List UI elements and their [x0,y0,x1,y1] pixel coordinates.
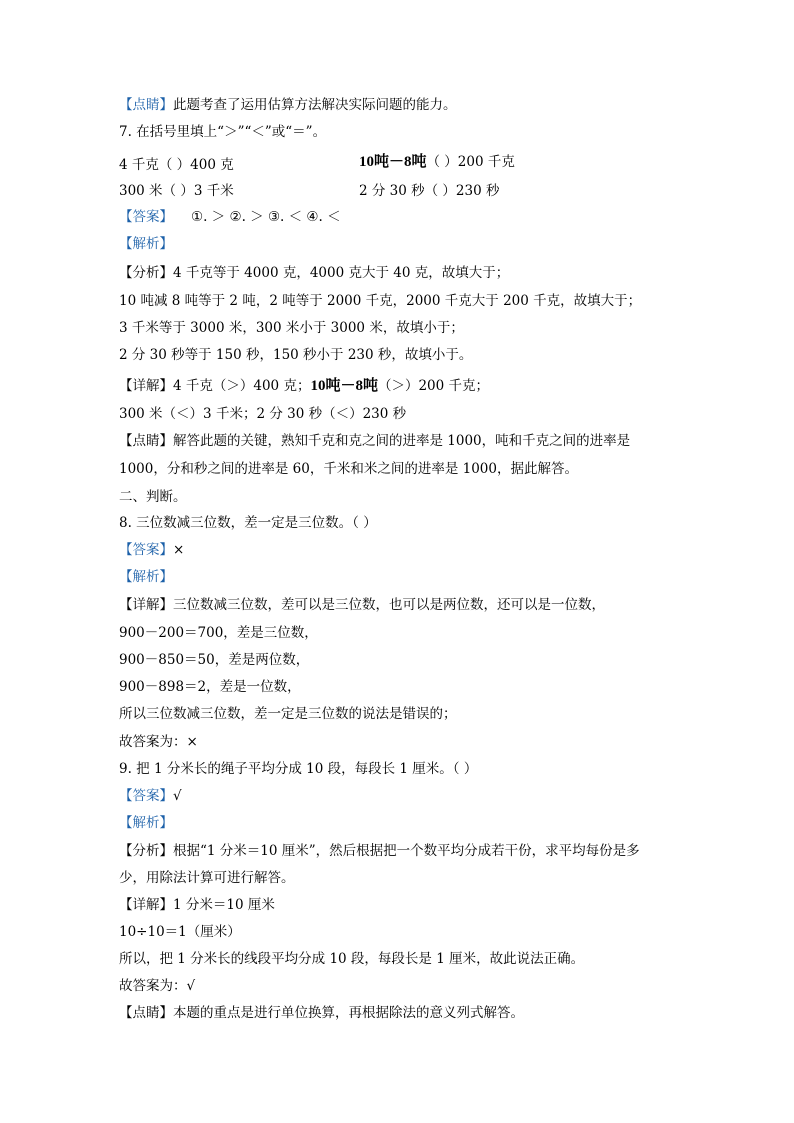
xj-text-b: （＞）200 千克； [377,378,490,394]
fx-tag: 【分析】 [119,843,173,859]
q7-xj-2: 300 米（＜）3 千米；2 分 30 秒（＜）230 秒 [119,406,407,422]
note-tag: 【点睛】 [119,1005,173,1021]
q7-fx-1 [119,264,509,282]
q7-dj-1 [119,432,630,450]
q9-xj-3: 所以，把 1 分米长的线段平均分成 10 段，每段长是 1 厘米，故此说法正确。 [119,951,585,967]
note-tag: 【点睛】 [119,97,173,113]
xj-text: 1 分米＝10 厘米 [173,897,275,913]
question-7 [119,123,326,141]
q9-conclusion: 故答案为：√ [119,978,196,994]
q9-xj-2: 10÷10＝1（厘米） [119,924,241,940]
q7-item-2-rest: （ ）200 千克 [426,154,515,170]
q9-fx-1 [119,842,640,860]
q8-analysis [119,568,173,586]
q8-conclusion: 故答案为：× [119,734,198,750]
xj-tag: 【详解】 [119,597,173,613]
answer-tag: 【答案】 [119,542,173,558]
q7-answer [119,208,341,226]
analysis-tag: 【解析】 [119,236,173,252]
q8-line-3: 900－898＝2，差是一位数， [119,679,301,695]
xj-tag: 【详解】 [119,378,173,394]
fx-tag: 【分析】 [119,265,173,281]
xj-text: 三位数减三位数，差可以是三位数，也可以是两位数，还可以是一位数， [173,597,605,613]
q7-item-1: 4 千克（ ）400 克 [119,157,234,173]
question-9: 9. 把 1 分米长的绳子平均分成 10 段，每段长 1 厘米。（ ） [119,761,478,777]
note-line-1 [119,96,457,114]
q7-item-2 [359,153,515,171]
q7-fx-4: 2 分 30 秒等于 150 秒，150 秒小于 230 秒，故填小于。 [119,347,473,363]
q7-xj-1 [119,377,489,395]
q7-expr: 10吨－8吨 [359,154,427,170]
q7-fx-2: 10 吨减 8 吨等于 2 吨，2 吨等于 2000 千克，2000 千克大于 200 千克，故填大于； [119,293,642,309]
q7-item-4: 2 分 30 秒（ ）230 秒 [359,183,500,199]
answer-tag: 【答案】 [119,788,173,804]
answer-text: √ [173,788,182,804]
xj-tag: 【详解】 [119,897,173,913]
q7-dj-2: 1000，分和秒之间的进率是 60，千米和米之间的进率是 1000，据此解答。 [119,461,578,477]
q9-note [119,1004,524,1022]
answer-text: ①. ＞ ②. ＞ ③. ＜ ④. ＜ [191,209,341,225]
q7-item-3: 300 米（ ）3 千米 [119,183,234,199]
analysis-tag: 【解析】 [119,569,173,585]
analysis-tag: 【解析】 [119,815,173,831]
q8-answer [119,541,184,559]
dj-text-1: 解答此题的关键，熟知千克和克之间的进率是 1000，吨和千克之间的进率是 [173,433,631,449]
xj-expr: 10吨－8吨 [310,378,378,394]
fx-text-1: 4 千克等于 4000 克，4000 克大于 40 克，故填大于； [173,265,510,281]
q7-analysis [119,235,173,253]
answer-text: × [173,542,185,558]
q7-fx-3: 3 千米等于 3000 米，300 米小于 3000 米，故填小于； [119,320,464,336]
note-text: 此题考查了运用估算方法解决实际问题的能力。 [173,97,457,113]
question-7-text: 7. 在括号里填上“＞”“＜”或“＝”。 [119,124,327,140]
xj-text-a: 4 千克（＞）400 克； [173,378,311,394]
q9-analysis [119,814,173,832]
q9-answer [119,787,182,805]
q9-fx-2: 少，用除法计算可进行解答。 [119,870,295,886]
q9-xj-1 [119,896,275,914]
q8-line-2: 900－850＝50，差是两位数， [119,652,310,668]
section-title: 二、判断。 [119,489,187,505]
note-text: 本题的重点是进行单位换算，再根据除法的意义列式解答。 [173,1005,524,1021]
answer-tag: 【答案】 [119,209,173,225]
q8-line-4: 所以三位数减三位数，差一定是三位数的说法是错误的； [119,706,457,722]
question-8: 8. 三位数减三位数，差一定是三位数。（ ） [119,515,377,531]
q8-line-1: 900－200＝700，差是三位数， [119,625,318,641]
fx-text: 根据“1 分米＝10 厘米”，然后根据把一个数平均分成若干份，求平均每份是多 [173,843,640,859]
dj-tag: 【点睛】 [119,433,173,449]
q8-xj [119,596,605,614]
